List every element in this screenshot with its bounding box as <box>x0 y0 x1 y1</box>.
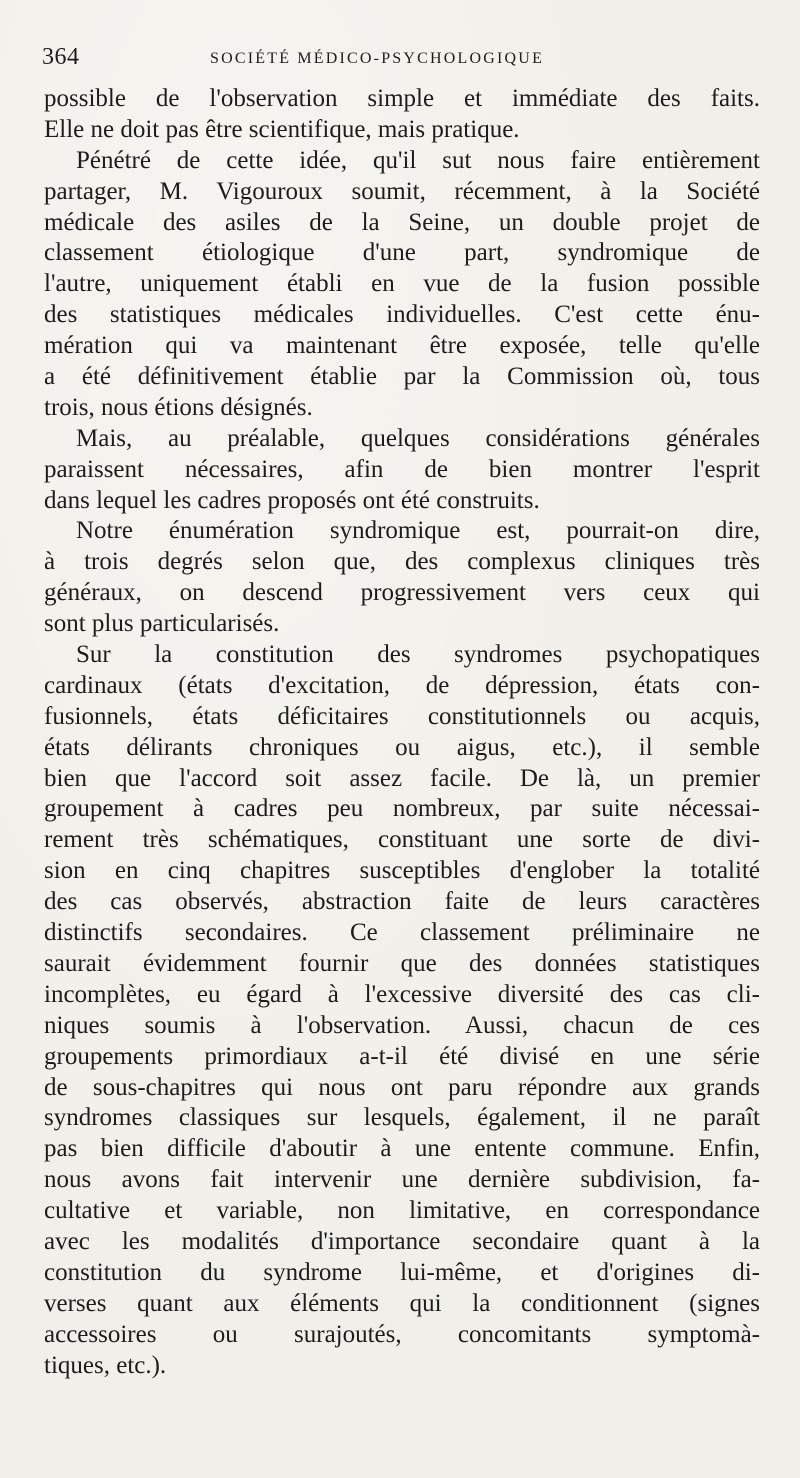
page-number: 364 <box>42 44 80 70</box>
text-line: Sur la constitution des syndromes psychopatiques <box>76 641 760 669</box>
text-line: bien que l'accord soit assez facile. De là, un premier <box>44 764 760 792</box>
text-line: sont plus particularisés. <box>44 610 280 638</box>
text-line: l'autre, uniquement établi en vue de la fusion possible <box>44 270 760 298</box>
text-line: rement très schématiques, constituant une sorte de divi- <box>44 826 760 854</box>
body-text <box>44 84 760 1381</box>
text-line: des statistiques médicales individuelles. C'est cette énu- <box>44 301 760 329</box>
text-line: des cas observés, abstraction faite de leurs caractères <box>44 888 760 916</box>
page-header <box>42 44 762 74</box>
text-line: de sous-chapitres qui nous ont paru répondre aux grands <box>44 1073 760 1101</box>
text-line: incomplètes, eu égard à l'excessive diversité des cas cli- <box>44 980 760 1008</box>
text-line: Elle ne doit pas être scientifique, mais pratique. <box>44 115 520 143</box>
text-line: fusionnels, états déficitaires constitutionnels ou acquis, <box>44 702 760 730</box>
text-line: distinctifs secondaires. Ce classement préliminaire ne <box>44 919 760 947</box>
text-line: trois, nous étions désignés. <box>44 393 313 421</box>
text-line: mération qui va maintenant être exposée, telle qu'elle <box>44 332 760 360</box>
text-line: niques soumis à l'observation. Aussi, chacun de ces <box>44 1011 760 1039</box>
text-line: a été définitivement établie par la Commission où, tous <box>44 363 760 391</box>
text-line: états délirants chroniques ou aigus, etc.), il semble <box>44 733 760 761</box>
text-line: paraissent nécessaires, afin de bien montrer l'esprit <box>44 455 760 483</box>
text-line: groupement à cadres peu nombreux, par suite nécessai- <box>44 795 760 823</box>
text-line: possible de l'observation simple et immédiate des faits. <box>44 85 760 112</box>
text-line: tiques, etc.). <box>44 1351 167 1379</box>
text-line: médicale des asiles de la Seine, un double projet de <box>44 208 760 236</box>
text-line: dans lequel les cadres proposés ont été construits. <box>44 486 540 514</box>
text-line: constitution du syndrome lui-même, et d'origines di- <box>44 1258 760 1286</box>
text-line: Notre énumération syndromique est, pourrait-on dire, <box>76 517 760 545</box>
running-head: SOCIÉTÉ MÉDICO-PSYCHOLOGIQUE <box>210 50 545 67</box>
text-line: à trois degrés selon que, des complexus cliniques très <box>44 548 760 576</box>
text-line: Pénétré de cette idée, qu'il sut nous faire entièrement <box>76 146 760 174</box>
text-line: sion en cinq chapitres susceptibles d'englober la totalité <box>44 857 760 885</box>
text-line: saurait évidemment fournir que des données statistiques <box>44 949 760 977</box>
text-line: cultative et variable, non limitative, en correspondance <box>44 1197 760 1225</box>
text-line: verses quant aux éléments qui la conditionnent (signes <box>44 1289 760 1317</box>
text-line: généraux, on descend progressivement vers ceux qui <box>44 579 760 607</box>
text-line: partager, M. Vigouroux soumit, récemment, à la Société <box>44 177 760 205</box>
text-line: avec les modalités d'importance secondaire quant à la <box>44 1227 760 1255</box>
text-line: classement étiologique d'une part, syndromique de <box>44 239 760 267</box>
text-line: nous avons fait intervenir une dernière subdivision, fa- <box>44 1166 760 1194</box>
text-line: Mais, au préalable, quelques considérations générales <box>76 424 760 452</box>
text-line: cardinaux (états d'excitation, de dépression, états con- <box>44 671 760 699</box>
text-line: accessoires ou surajoutés, concomitants symptomà- <box>44 1320 760 1348</box>
text-line: groupements primordiaux a-t-il été divisé en une série <box>44 1042 760 1070</box>
text-line: syndromes classiques sur lesquels, également, il ne paraît <box>44 1104 760 1132</box>
text-line: pas bien difficile d'aboutir à une entente commune. Enfin, <box>44 1135 760 1163</box>
